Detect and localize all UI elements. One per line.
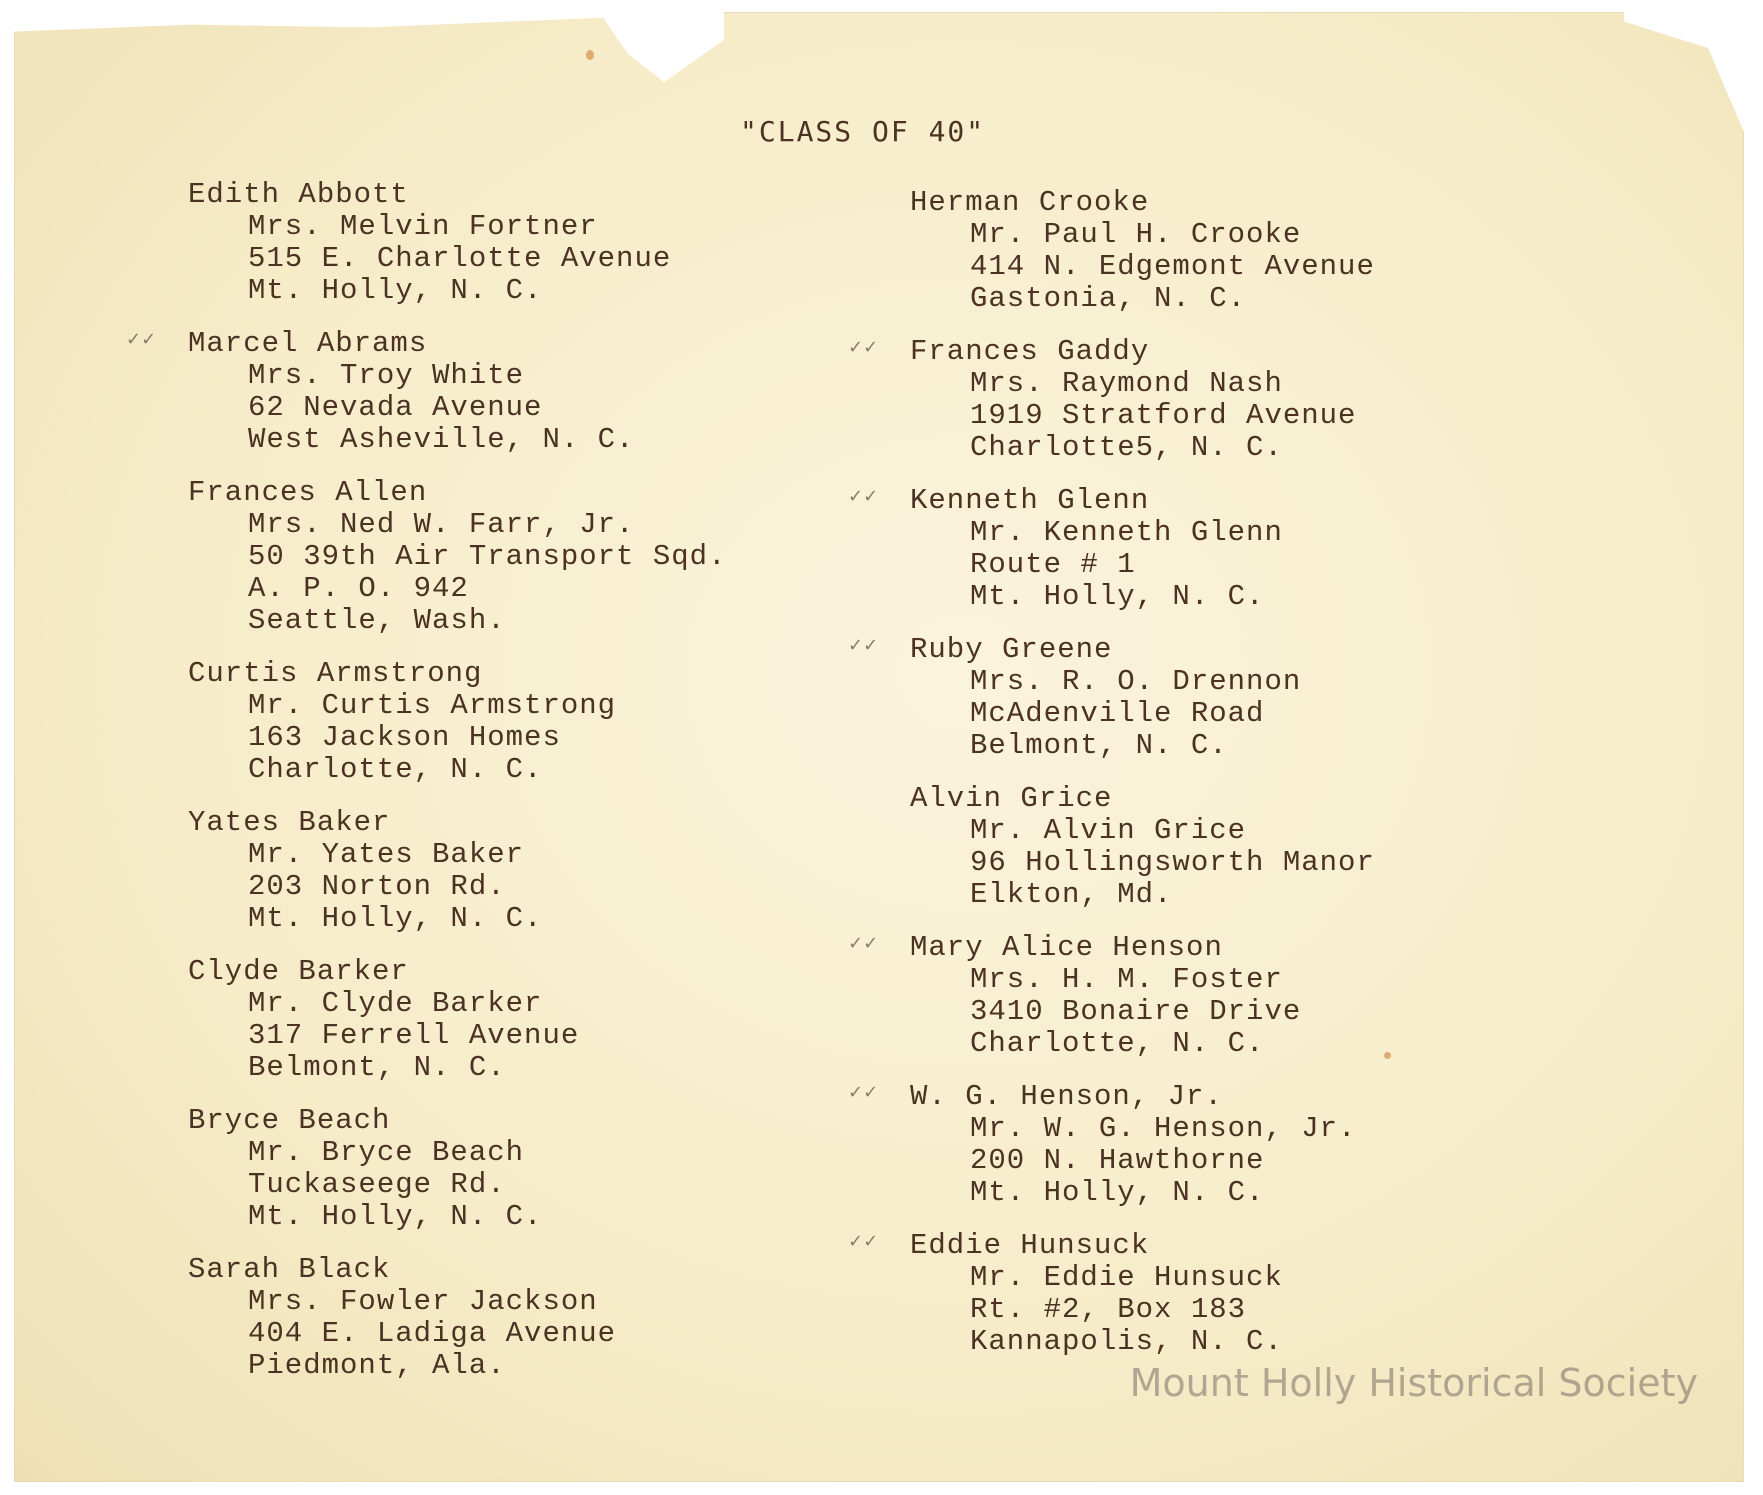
- address-entry: [910, 186, 1375, 315]
- address-line: Kannapolis, N. C.: [970, 1325, 1283, 1358]
- address-entry: [188, 806, 726, 935]
- address-line: Mr. Eddie Hunsuck: [970, 1261, 1283, 1294]
- address-line: Piedmont, Ala.: [248, 1349, 506, 1382]
- address-line: Charlotte, N. C.: [970, 1027, 1265, 1060]
- address-line: 96 Hollingsworth Manor: [970, 846, 1375, 879]
- classmate-name: Yates Baker: [188, 806, 391, 839]
- classmate-name: Herman Crooke: [910, 186, 1150, 219]
- address-line: Tuckaseege Rd.: [248, 1168, 506, 1201]
- watermark: Mount Holly Historical Society: [1129, 1361, 1698, 1405]
- address-entry: [848, 484, 1375, 613]
- address-line: Gastonia, N. C.: [970, 282, 1247, 315]
- right-column: [848, 186, 1375, 1378]
- check-mark-icon: ✓✓: [848, 1231, 879, 1252]
- address-entry: [848, 335, 1375, 464]
- torn-edge: [604, 12, 724, 82]
- classmate-name: Mary Alice Henson: [910, 931, 1223, 964]
- address-entry: [848, 1229, 1375, 1358]
- address-entry: [188, 1253, 726, 1382]
- address-line: Mt. Holly, N. C.: [248, 1200, 543, 1233]
- torn-edge: [1624, 12, 1744, 132]
- address-line: Elkton, Md.: [970, 878, 1173, 911]
- classmate-name: Frances Allen: [188, 476, 428, 509]
- address-line: Mrs. Raymond Nash: [970, 367, 1283, 400]
- classmate-name: Curtis Armstrong: [188, 657, 483, 690]
- classmate-name: Frances Gaddy: [910, 335, 1150, 368]
- address-entry: [848, 931, 1375, 1060]
- address-line: 3410 Bonaire Drive: [970, 995, 1302, 1028]
- address-line: 62 Nevada Avenue: [248, 391, 543, 424]
- address-line: 203 Norton Rd.: [248, 870, 506, 903]
- address-line: Mr. W. G. Henson, Jr.: [970, 1112, 1357, 1145]
- address-line: Belmont, N. C.: [248, 1051, 506, 1084]
- address-entry: [188, 1104, 726, 1233]
- address-line: Belmont, N. C.: [970, 729, 1228, 762]
- paper-stain: [586, 50, 594, 60]
- address-line: Rt. #2, Box 183: [970, 1293, 1247, 1326]
- address-line: Mr. Clyde Barker: [248, 987, 543, 1020]
- classmate-name: W. G. Henson, Jr.: [910, 1080, 1223, 1113]
- check-mark-icon: ✓✓: [848, 486, 879, 507]
- address-line: Mr. Yates Baker: [248, 838, 525, 871]
- address-line: Seattle, Wash.: [248, 604, 506, 637]
- address-entry: [188, 476, 726, 637]
- classmate-name: Clyde Barker: [188, 955, 409, 988]
- address-line: West Asheville, N. C.: [248, 423, 635, 456]
- address-line: Mrs. R. O. Drennon: [970, 665, 1302, 698]
- classmate-name: Sarah Black: [188, 1253, 391, 1286]
- address-line: Mt. Holly, N. C.: [248, 902, 543, 935]
- address-line: Mr. Curtis Armstrong: [248, 689, 617, 722]
- classmate-name: Alvin Grice: [910, 782, 1113, 815]
- address-entry: [126, 327, 726, 456]
- check-mark-icon: ✓✓: [848, 933, 879, 954]
- address-line: McAdenville Road: [970, 697, 1265, 730]
- address-line: 317 Ferrell Avenue: [248, 1019, 580, 1052]
- address-line: 404 E. Ladiga Avenue: [248, 1317, 617, 1350]
- address-entry: [848, 1080, 1375, 1209]
- address-line: Mr. Alvin Grice: [970, 814, 1247, 847]
- address-line: Mt. Holly, N. C.: [248, 274, 543, 307]
- check-mark-icon: ✓✓: [848, 635, 879, 656]
- address-line: 515 E. Charlotte Avenue: [248, 242, 672, 275]
- address-line: Charlotte5, N. C.: [970, 431, 1283, 464]
- address-line: 200 N. Hawthorne: [970, 1144, 1265, 1177]
- torn-edge: [14, 12, 604, 82]
- address-line: Route # 1: [970, 548, 1136, 581]
- address-line: Mrs. Fowler Jackson: [248, 1285, 598, 1318]
- address-line: Mr. Bryce Beach: [248, 1136, 525, 1169]
- address-entry: [188, 657, 726, 786]
- address-entry: [910, 782, 1375, 911]
- classmate-name: Eddie Hunsuck: [910, 1229, 1150, 1262]
- address-line: Mr. Kenneth Glenn: [970, 516, 1283, 549]
- address-line: A. P. O. 942: [248, 572, 469, 605]
- address-line: 50 39th Air Transport Sqd.: [248, 540, 727, 573]
- check-mark-icon: ✓✓: [126, 329, 157, 350]
- classmate-name: Bryce Beach: [188, 1104, 391, 1137]
- paper-stain: [1384, 1052, 1391, 1059]
- address-entry: [188, 178, 726, 307]
- document-title: "CLASS OF 40": [740, 115, 986, 148]
- address-line: Mrs. Ned W. Farr, Jr.: [248, 508, 635, 541]
- address-line: 163 Jackson Homes: [248, 721, 561, 754]
- classmate-name: Marcel Abrams: [188, 327, 428, 360]
- address-line: 1919 Stratford Avenue: [970, 399, 1357, 432]
- address-line: Mt. Holly, N. C.: [970, 580, 1265, 613]
- address-line: Charlotte, N. C.: [248, 753, 543, 786]
- check-mark-icon: ✓✓: [848, 1082, 879, 1103]
- classmate-name: Edith Abbott: [188, 178, 409, 211]
- check-mark-icon: ✓✓: [848, 337, 879, 358]
- address-entry: [848, 633, 1375, 762]
- address-entry: [188, 955, 726, 1084]
- address-line: Mr. Paul H. Crooke: [970, 218, 1302, 251]
- left-column: [126, 178, 727, 1402]
- classmate-name: Ruby Greene: [910, 633, 1113, 666]
- address-line: Mrs. Melvin Fortner: [248, 210, 598, 243]
- address-line: Mrs. H. M. Foster: [970, 963, 1283, 996]
- address-line: Mt. Holly, N. C.: [970, 1176, 1265, 1209]
- classmate-name: Kenneth Glenn: [910, 484, 1150, 517]
- address-line: 414 N. Edgemont Avenue: [970, 250, 1375, 283]
- address-line: Mrs. Troy White: [248, 359, 525, 392]
